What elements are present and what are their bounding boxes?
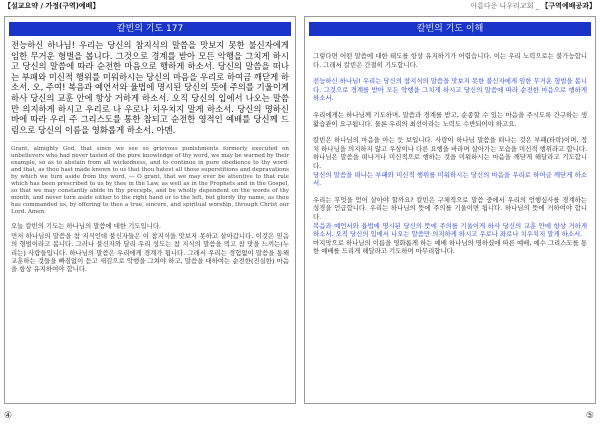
left-page xyxy=(4,16,296,404)
paragraph-3: 칼빈은 하나님의 마음을 아는 듯 보입니다. 사랑이 하나님 말씀을 떠나는 것은 부패(타락)이며, 정치 하나님을 의지하지 않고 우상이나 다른 요행을 바라며 살아가는 모습을 미신적 행위라고 합니다. 하나님은 말씀을 떠나거나 미신적으로 행하는 것을 미워하시는 마음을 깨닫게 해달라고 기도합니다. xyxy=(313,136,587,170)
header-right xyxy=(470,2,596,11)
commentary-body: 먼저 하나님의 말씀을 참 지식인데 불신자들은 이 참지식을 맛보지 못하고 살아갑니다. 이것은 믿음의 형벌이라고 봅니다. 그러나 불신자와 달리 우리 성도는 참 지식의 말씀을 먹고 참 맛을 느끼는(누리는) 사람들입니다. 하나님의 말씀은 우리에게 경계가 됩니다. 그래서 우리는 경험없이 말씀을 통해 교훈하는 것들을 빠짐없이 듣고 새김으로 악행을 그쳐야 하고, 말씀을 대하여는 순전한(진실한) 마음을 항상 유지하여야 합니다. xyxy=(11,231,289,274)
quoted-prayer-2: 당신의 말씀을 떠나는 부패와 미신적 행위를 미워하시는 당신의 마음을 우리로 하여금 깨닫게 하소서. xyxy=(313,170,587,188)
page-number-right: ⑤ xyxy=(585,411,594,421)
paragraph-2: 우리에게는 하나님께 기도하며, 말씀과 경계를 받고, 순종할 수 있는 마음을 주시도록 간구하는 생활습관이 요구됩니다. 물론 우리의 최선이라는 노력도 수반되어야 하고요. xyxy=(313,110,587,128)
right-page-title: 칼빈의 기도 이해 xyxy=(309,22,591,36)
quoted-prayer-3: 복음과 예언서와 율법에 명시된 당신의 뜻에 주의를 기울이게 하사 당신의 교훈 안에 항상 거하게 하소서. 오직 당신의 입에서 나오는 말씀만 의지하게 하시고 우로나 좌로나 치우치지 말게 하소서. xyxy=(313,221,587,239)
paragraph-5: 마지막으로 하나님의 이름을 영화롭게 하는 예배 하나님의 명하셨에 따른 예배, 예수 그리스도를 통한 예배를 드리게 해달라고 기도하며 마무리합니다. xyxy=(313,238,587,256)
quoted-prayer-1: 전능하신 하나님! 우리는 당신의 참지식의 말씀을 맛보지 못한 불신자에게 임한 무거운 형벌을 봅니다. 그것으로 경계를 받아 모든 악행을 그치게 하시고 당신의 말씀에 따라 순전한 마음으로 행하게 하소서. xyxy=(313,77,587,103)
header-site: 아름다운 나우리교회 _ xyxy=(470,2,540,10)
right-page-body xyxy=(305,36,595,256)
prayer-english: Grant, almighty God, that since we see so grievous punishments formerly executed on unbelievers who had never tasted of the pure knowledge of thy word, we may be warned by their example, so as to abstain from all wickedness, and to continue in pure obedience to thy word: and that, as thou hast made known to us that thou hatest all those superstitions and depravations by which we turn aside from thy word, — O grant, that we may ever be attentive to that rule which has been prescribed to us by thee in the Law, as well as in the Prophets and in the Gospel, so that we may constantly abide in thy precepts, and be wholly dependent on the words of thy month, and never turn aside either to the right hand or to the left, but glorify thy name, as thou has commanded us, by offering to thee a true, sincere, and spiritual worship, through Christ our Lord. Amen. xyxy=(11,141,289,215)
header-section-title: 【구역예배공과】 xyxy=(541,2,596,10)
left-page-title: 칼빈의 기도 177 xyxy=(9,22,291,36)
paragraph-1: 그렇다면 어떤 말씀에 대한 태도를 항상 유지하기가 어렵습니다. 이는 우리 노력으로는 불가능합니다. 그래서 칼빈은 간절히 기도합니다. xyxy=(313,52,587,69)
paragraph-4: 우리는 무엇을 얻어 살아야 할까요? 칼빈은 구체적으로 말씀 중에서 우리의 언행심사를 경계하는 성경을 언급합니다. 우리는 하나님의 뜻에 주의를 기울이면 됩니다. 하나님의 뜻에 거하여야 합니다. xyxy=(313,195,587,221)
left-page-body xyxy=(5,36,295,274)
page-number-left: ④ xyxy=(4,411,13,421)
commentary-intro: 오늘 칼빈의 기도는 하나님의 말씀에 대한 기도입니다. xyxy=(11,222,162,231)
header-left: 【설교요약 / 가정(구역)예배】 xyxy=(4,2,100,10)
right-page xyxy=(304,16,596,404)
prayer-korean: 전능하신 하나님! 우리는 당신의 참지식의 말씀을 맛보지 못한 불신자에게 임한 무거운 형벌을 봅니다. 그것으로 경계를 받아 모든 악행을 그치게 하시고 당신의 말씀에 따라 순전한 마음으로 행하게 하소서. 당신의 말씀을 떠나는 부패와 미신적 행위를 미워하시는 당신의 마음을 우리로 하여금 깨닫게 하소서. 오, 주여! 복음과 예언서와 율법에 명시된 당신의 뜻에 주의를 기울이게 하사 당신의 교훈 안에 항상 거하게 하소서. 오직 당신의 입에서 나오는 말씀만 의지하게 하시고 우리로 나 우로나 치우치지 말게 하소서. 당신의 명하신 바에 따라 우리 주 그리스도를 통한 참되고 순전한 영적인 예배를 당신께 드림으로 당신의 이름을 영화롭게 하소서. 아멘. xyxy=(11,40,290,135)
